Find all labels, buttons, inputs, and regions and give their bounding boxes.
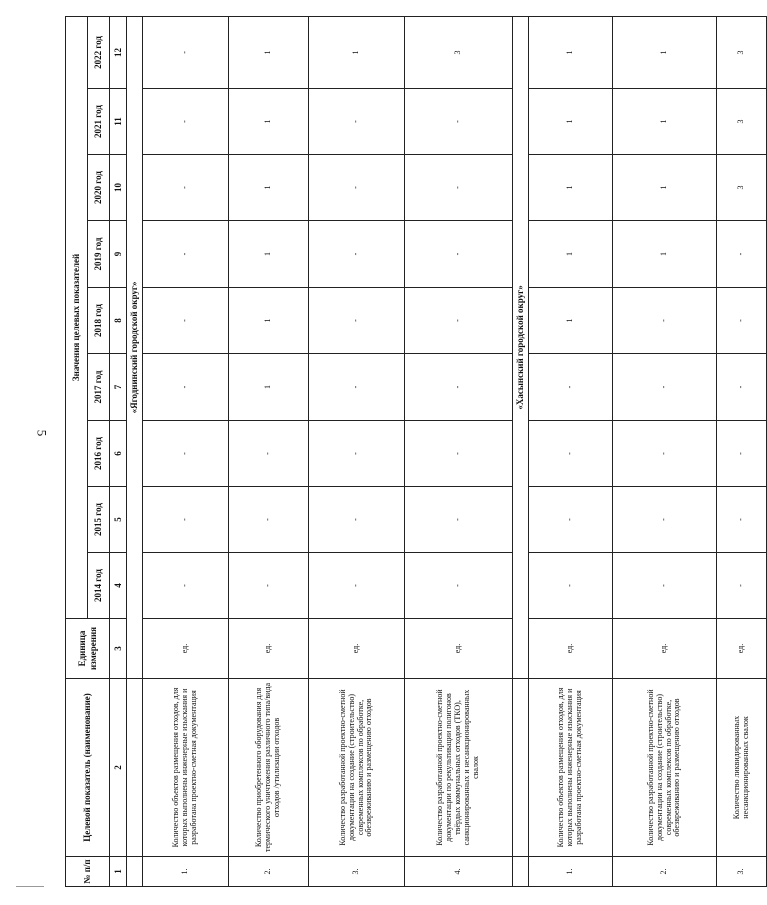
- value-cell: -: [405, 221, 513, 288]
- indicator-name: Количество разработанной проектно-сметной документации на создание (строительство) современных комплексов по обработке, обезвреживанию и размещению отходов: [309, 679, 405, 857]
- value-cell: -: [309, 155, 405, 221]
- column-number: 10: [110, 155, 127, 221]
- section-title: «Хасынский городской округ»: [513, 16, 529, 678]
- column-number: 6: [110, 421, 127, 487]
- value-cell: 1: [613, 155, 717, 221]
- value-cell: 1: [529, 221, 613, 288]
- row-number: 3.: [309, 857, 405, 887]
- indicator-name: Количество объектов размещения отходов, для которых выполнены инженерные изыскания и разработана проектно-сметная документация: [143, 679, 229, 857]
- table-row: [613, 16, 717, 886]
- value-cell: 3: [717, 89, 767, 155]
- value-cell: 1: [529, 16, 613, 88]
- indicators-table: [65, 16, 767, 887]
- column-number: 12: [110, 16, 127, 88]
- unit-cell: ед.: [309, 619, 405, 679]
- column-number: 1: [110, 857, 127, 887]
- header-year: 2018 год: [88, 288, 110, 354]
- value-cell: 1: [229, 155, 309, 221]
- value-cell: -: [405, 354, 513, 421]
- value-cell: 3: [717, 155, 767, 221]
- value-cell: -: [529, 487, 613, 553]
- indicator-name: Количество разработанной проектно-сметной документации по рекультивации полигонов твёрдых коммунальных отходов (ТКО), санкционированных и несанкционированных свалок: [405, 679, 513, 857]
- value-cell: -: [405, 288, 513, 354]
- table-row: [143, 16, 229, 886]
- value-cell: -: [143, 354, 229, 421]
- header-year: 2020 год: [88, 155, 110, 221]
- value-cell: -: [309, 221, 405, 288]
- value-cell: -: [405, 421, 513, 487]
- header-year: 2014 год: [88, 553, 110, 619]
- value-cell: -: [143, 553, 229, 619]
- unit-cell: ед.: [229, 619, 309, 679]
- value-cell: -: [613, 421, 717, 487]
- row-number: 2.: [229, 857, 309, 887]
- section-empty: [127, 857, 143, 887]
- header-num: № п/п: [66, 857, 110, 887]
- value-cell: -: [309, 354, 405, 421]
- table-row: [717, 16, 767, 886]
- column-number: 8: [110, 288, 127, 354]
- value-cell: -: [405, 487, 513, 553]
- value-cell: -: [229, 553, 309, 619]
- value-cell: 1: [229, 288, 309, 354]
- value-cell: -: [143, 221, 229, 288]
- value-cell: -: [143, 288, 229, 354]
- rotated-table-page: [65, 17, 750, 887]
- header-year: 2016 год: [88, 421, 110, 487]
- table-row: [405, 16, 513, 886]
- column-number: 11: [110, 89, 127, 155]
- value-cell: 3: [405, 16, 513, 88]
- value-cell: -: [529, 553, 613, 619]
- value-cell: -: [405, 553, 513, 619]
- header-unit: Единица измерения: [66, 619, 110, 679]
- row-number: 2.: [613, 857, 717, 887]
- value-cell: -: [717, 487, 767, 553]
- value-cell: -: [717, 354, 767, 421]
- value-cell: -: [613, 354, 717, 421]
- value-cell: -: [717, 421, 767, 487]
- section-empty: [127, 679, 143, 857]
- table-row: [229, 16, 309, 886]
- section-title: «Ягоднинский городской округ»: [127, 16, 143, 678]
- unit-cell: ед.: [143, 619, 229, 679]
- row-number: 3.: [717, 857, 767, 887]
- unit-cell: ед.: [717, 619, 767, 679]
- value-cell: 1: [309, 16, 405, 88]
- value-cell: -: [143, 89, 229, 155]
- header-year: 2021 год: [88, 89, 110, 155]
- value-cell: -: [309, 487, 405, 553]
- header-year: 2017 год: [88, 354, 110, 421]
- footer-rule: [16, 886, 44, 887]
- value-cell: -: [309, 89, 405, 155]
- column-number: 3: [110, 619, 127, 679]
- value-cell: -: [143, 16, 229, 88]
- value-cell: -: [143, 487, 229, 553]
- value-cell: -: [613, 288, 717, 354]
- value-cell: 1: [529, 155, 613, 221]
- section-empty: [513, 679, 529, 857]
- header-year: 2019 год: [88, 221, 110, 288]
- value-cell: 1: [229, 16, 309, 88]
- value-cell: 1: [613, 16, 717, 88]
- value-cell: 1: [229, 354, 309, 421]
- value-cell: 3: [717, 16, 767, 88]
- column-number: 5: [110, 487, 127, 553]
- table-row: [309, 16, 405, 886]
- column-number: 4: [110, 553, 127, 619]
- section-row: [513, 16, 529, 886]
- value-cell: -: [309, 288, 405, 354]
- indicator-name: Количество ликвидированных несанкционированных свалок: [717, 679, 767, 857]
- value-cell: -: [229, 487, 309, 553]
- value-cell: 1: [529, 89, 613, 155]
- row-number: 4.: [405, 857, 513, 887]
- value-cell: 1: [613, 221, 717, 288]
- value-cell: -: [405, 89, 513, 155]
- column-number: 9: [110, 221, 127, 288]
- value-cell: -: [717, 288, 767, 354]
- indicator-name: Количество разработанной проектно-сметной документации на создание (строительство) современных комплексов по обработке, обезвреживанию и размещению отходов: [613, 679, 717, 857]
- value-cell: 1: [529, 288, 613, 354]
- value-cell: -: [529, 421, 613, 487]
- table-row: [529, 16, 613, 886]
- header-indicator: Целевой показатель (наименование): [66, 679, 110, 857]
- value-cell: -: [717, 221, 767, 288]
- page-number: 5: [34, 429, 50, 437]
- value-cell: -: [229, 421, 309, 487]
- section-empty: [513, 857, 529, 887]
- value-cell: -: [613, 553, 717, 619]
- value-cell: -: [143, 155, 229, 221]
- value-cell: -: [309, 553, 405, 619]
- value-cell: 1: [613, 89, 717, 155]
- value-cell: -: [309, 421, 405, 487]
- unit-cell: ед.: [613, 619, 717, 679]
- indicator-name: Количество объектов размещения отходов, для которых выполнены инженерные изыскания и разработана проектно-сметная документация: [529, 679, 613, 857]
- value-cell: 1: [229, 221, 309, 288]
- indicator-name: Количество приобретенного оборудования для термического уничтожения различного типа/вида отходов /утилизации отходов: [229, 679, 309, 857]
- row-number: 1.: [529, 857, 613, 887]
- section-row: [127, 16, 143, 886]
- header-values-group: Значения целевых показателей: [66, 16, 88, 618]
- value-cell: -: [405, 155, 513, 221]
- value-cell: -: [143, 421, 229, 487]
- value-cell: -: [529, 354, 613, 421]
- unit-cell: ед.: [529, 619, 613, 679]
- column-number: 2: [110, 679, 127, 857]
- column-number: 7: [110, 354, 127, 421]
- value-cell: 1: [229, 89, 309, 155]
- header-year: 2022 год: [88, 16, 110, 88]
- header-year: 2015 год: [88, 487, 110, 553]
- unit-cell: ед.: [405, 619, 513, 679]
- value-cell: -: [613, 487, 717, 553]
- row-number: 1.: [143, 857, 229, 887]
- value-cell: -: [717, 553, 767, 619]
